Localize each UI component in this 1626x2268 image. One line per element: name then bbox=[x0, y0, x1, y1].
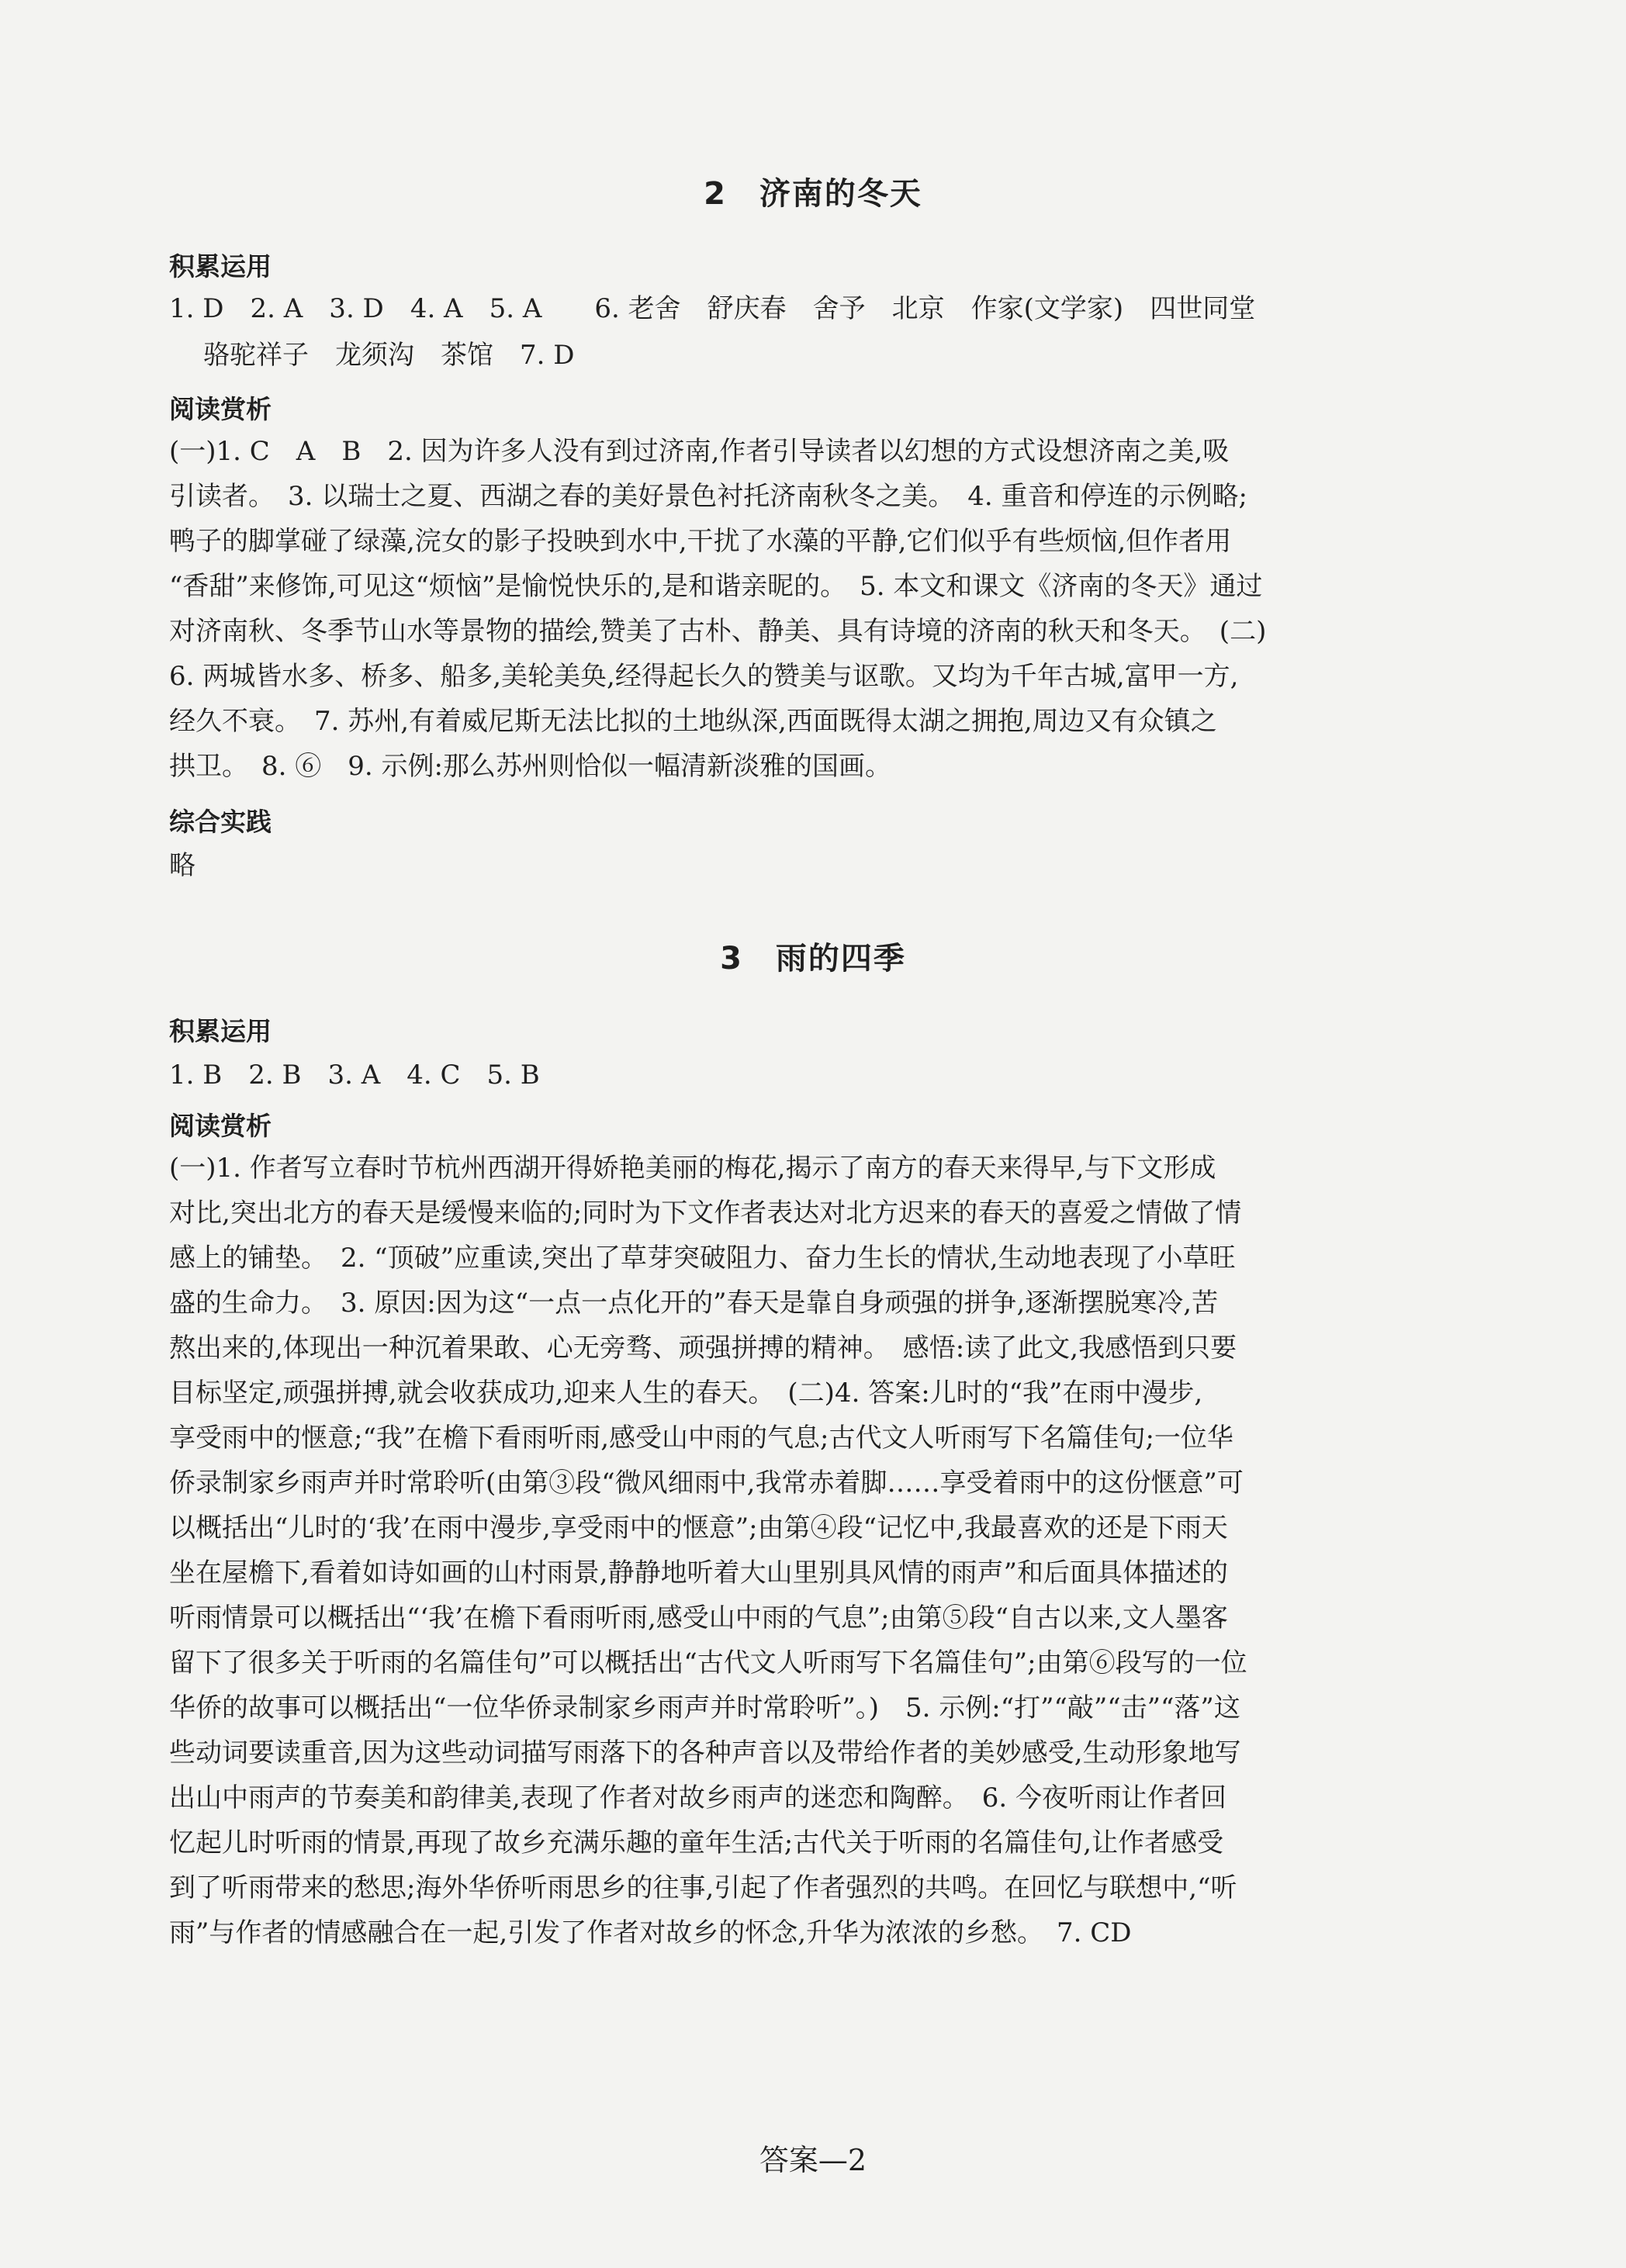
reading-line-3-17: 到了听雨带来的愁思;海外华侨听雨思乡的往事,引起了作者强烈的共鸣。在回忆与联想中,“听 bbox=[169, 1872, 1237, 1903]
reading-line-3-3: 感上的铺垫。 2. “顶破”应重读,突出了草芽突破阻力、奋力生长的情状,生动地表现了小草旺 bbox=[169, 1243, 1236, 1274]
reading-line-3-13: 华侨的故事可以概括出“一位华侨录制家乡雨声并时常聆听”。) 5. 示例:“打”“敲”“击”“落”这 bbox=[169, 1692, 1240, 1723]
heading-practice-2: 综合实践 bbox=[169, 807, 272, 837]
reading-line-3-9: 以概括出“儿时的‘我’在雨中漫步,享受雨中的惬意”;由第④段“记忆中,我最喜欢的还是下雨天 bbox=[169, 1513, 1228, 1544]
reading-line-2-8: 拱卫。 8. ⑥ 9. 示例:那么苏州则恰似一幅清新淡雅的国画。 bbox=[169, 751, 891, 782]
section-title-3: 3 雨的四季 bbox=[720, 941, 906, 977]
reading-line-2-1: (一)1. C A B 2. 因为许多人没有到过济南,作者引导读者以幻想的方式设想济南之美,吸 bbox=[169, 436, 1230, 467]
reading-line-3-10: 坐在屋檐下,看着如诗如画的山村雨景,静静地听着大山里别具风情的雨声”和后面具体描述的 bbox=[169, 1558, 1228, 1589]
reading-line-3-4: 盛的生命力。 3. 原因:因为这“一点一点化开的”春天是靠自身顽强的拼争,逐渐摆脱寒冷,苦 bbox=[169, 1288, 1219, 1319]
reading-line-3-14: 些动词要读重音,因为这些动词描写雨落下的各种声音以及带给作者的美妙感受,生动形象地写 bbox=[169, 1737, 1241, 1768]
reading-line-3-12: 留下了很多关于听雨的名篇佳句”可以概括出“古代文人听雨写下名篇佳句”;由第⑥段写的一位 bbox=[169, 1647, 1247, 1679]
reading-line-2-3: 鸭子的脚掌碰了绿藻,浣女的影子投映到水中,干扰了水藻的平静,它们似乎有些烦恼,但作者用 bbox=[169, 526, 1232, 557]
reading-line-3-8: 侨录制家乡雨声并时常聆听(由第③段“微风细雨中,我常赤着脚……享受着雨中的这份惬意”可 bbox=[169, 1468, 1244, 1499]
accumulate-line-3-1: 1. B 2. B 3. A 4. C 5. B bbox=[169, 1060, 540, 1091]
reading-line-3-1: (一)1. 作者写立春时节杭州西湖开得娇艳美丽的梅花,揭示了南方的春天来得早,与下文形成 bbox=[169, 1153, 1216, 1184]
reading-line-3-15: 出山中雨声的节奏美和韵律美,表现了作者对故乡雨声的迷恋和陶醉。 6. 今夜听雨让作者回 bbox=[169, 1782, 1227, 1813]
practice-text-2: 略 bbox=[169, 850, 195, 881]
reading-line-3-16: 忆起儿时听雨的情景,再现了故乡充满乐趣的童年生活;古代关于听雨的名篇佳句,让作者感受 bbox=[169, 1827, 1224, 1858]
reading-line-2-2: 引读者。 3. 以瑞士之夏、西湖之春的美好景色衬托济南秋冬之美。 4. 重音和停连的示例略; bbox=[169, 481, 1247, 512]
heading-reading-2: 阅读赏析 bbox=[169, 394, 272, 424]
section-title-2: 2 济南的冬天 bbox=[704, 176, 922, 212]
reading-line-3-11: 听雨情景可以概括出“‘我’在檐下看雨听雨,感受山中雨的气息”;由第⑤段“自古以来,文人墨客 bbox=[169, 1602, 1228, 1634]
heading-reading-3: 阅读赏析 bbox=[169, 1111, 272, 1141]
reading-line-3-7: 享受雨中的惬意;“我”在檐下看雨听雨,感受山中雨的气息;古代文人听雨写下名篇佳句;一位华 bbox=[169, 1423, 1233, 1454]
heading-accumulate-3: 积累运用 bbox=[169, 1016, 272, 1046]
accumulate-line-2-2: 骆驼祥子 龙须沟 茶馆 7. D bbox=[203, 340, 575, 371]
reading-line-2-6: 6. 两城皆水多、桥多、船多,美轮美奂,经得起长久的赞美与讴歌。又均为千年古城,富甲一方, bbox=[169, 661, 1239, 692]
reading-line-3-18: 雨”与作者的情感融合在一起,引发了作者对故乡的怀念,升华为浓浓的乡愁。 7. CD bbox=[169, 1917, 1132, 1948]
reading-line-3-5: 熬出来的,体现出一种沉着果敢、心无旁骛、顽强拼搏的精神。 感悟:读了此文,我感悟到只要 bbox=[169, 1333, 1237, 1364]
heading-accumulate-2: 积累运用 bbox=[169, 251, 272, 282]
reading-line-3-2: 对比,突出北方的春天是缓慢来临的;同时为下文作者表达对北方迟来的春天的喜爱之情做了情 bbox=[169, 1198, 1242, 1229]
reading-line-2-5: 对济南秋、冬季节山水等景物的描绘,赞美了古朴、静美、具有诗境的济南的秋天和冬天。 (二) bbox=[169, 616, 1267, 647]
accumulate-line-2-1: 1. D 2. A 3. D 4. A 5. A 6. 老舍 舒庆春 舍予 北京 作家(文学家) 四世同堂 bbox=[169, 293, 1256, 324]
reading-line-3-6: 目标坚定,顽强拼搏,就会收获成功,迎来人生的春天。 (二)4. 答案:儿时的“我”在雨中漫步, bbox=[169, 1378, 1203, 1409]
reading-line-2-4: “香甜”来修饰,可见这“烦恼”是愉悦快乐的,是和谐亲昵的。 5. 本文和课文《济南的冬天》通过 bbox=[169, 571, 1263, 602]
reading-line-2-7: 经久不衰。 7. 苏州,有着威尼斯无法比拟的土地纵深,西面既得太湖之拥抱,周边又有众镇之 bbox=[169, 706, 1217, 737]
page-number: 答案—2 bbox=[759, 2143, 867, 2177]
